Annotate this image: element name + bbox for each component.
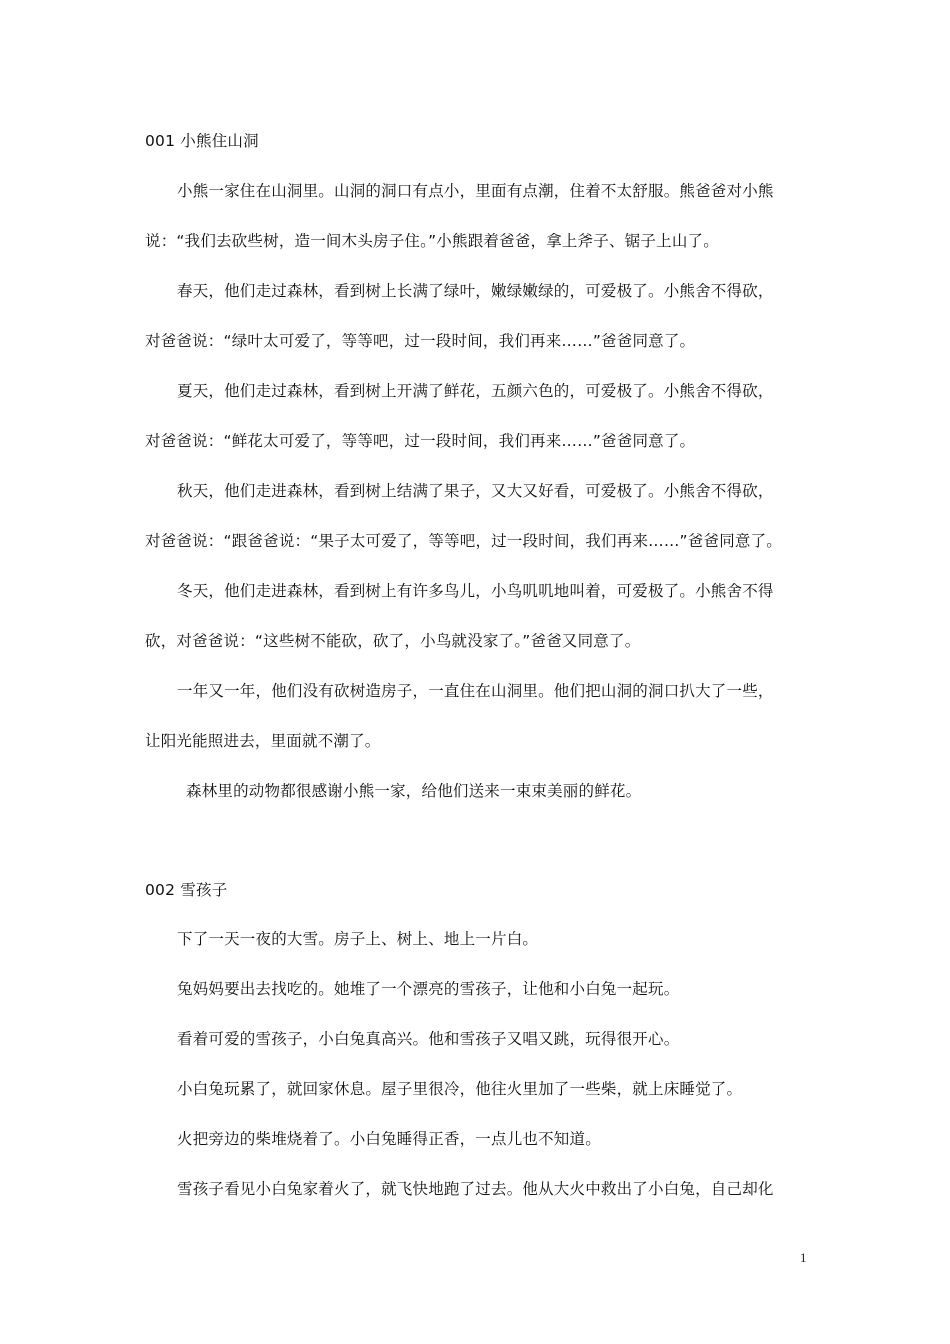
paragraph-line: 说：“我们去砍些树，造一间木头房子住。”小熊跟着爸爸，拿上斧子、锯子上山了。 xyxy=(145,232,719,250)
story-title-001: 001 小熊住山洞 xyxy=(145,132,259,150)
paragraph-line: 夏天，他们走过森林，看到树上开满了鲜花，五颜六色的，可爱极了。小熊舍不得砍， xyxy=(177,382,774,400)
paragraph-line: 看着可爱的雪孩子，小白兔真高兴。他和雪孩子又唱又跳，玩得很开心。 xyxy=(177,1030,680,1048)
paragraph-line: 让阳光能照进去，里面就不潮了。 xyxy=(145,732,381,750)
paragraph-line: 对爸爸说：“绿叶太可爱了，等等吧，过一段时间，我们再来……”爸爸同意了。 xyxy=(145,332,696,350)
story-title-002: 002 雪孩子 xyxy=(145,881,228,899)
page-number: 1 xyxy=(800,1250,807,1265)
paragraph-line: 下了一天一夜的大雪。房子上、树上、地上一片白。 xyxy=(177,930,539,948)
paragraph-line: 森林里的动物都很感谢小熊一家，给他们送来一束束美丽的鲜花。 xyxy=(186,782,642,800)
paragraph-line: 对爸爸说：“鲜花太可爱了，等等吧，过一段时间，我们再来……”爸爸同意了。 xyxy=(145,432,696,450)
paragraph-line: 春天，他们走过森林，看到树上长满了绿叶，嫩绿嫩绿的，可爱极了。小熊舍不得砍， xyxy=(177,282,774,300)
paragraph-line: 火把旁边的柴堆烧着了。小白兔睡得正香，一点儿也不知道。 xyxy=(177,1130,601,1148)
paragraph-line: 对爸爸说：“跟爸爸说：“果子太可爱了，等等吧，过一段时间，我们再来……”爸爸同意了。 xyxy=(145,532,782,550)
paragraph-line: 雪孩子看见小白兔家着火了，就飞快地跑了过去。他从大火中救出了小白兔，自己却化 xyxy=(177,1180,774,1198)
paragraph-line: 秋天，他们走进森林，看到树上结满了果子，又大又好看，可爱极了。小熊舍不得砍， xyxy=(177,482,774,500)
paragraph-line: 兔妈妈要出去找吃的。她堆了一个漂亮的雪孩子，让他和小白兔一起玩。 xyxy=(177,980,680,998)
paragraph-line: 小白兔玩累了，就回家休息。屋子里很冷，他往火里加了一些柴，就上床睡觉了。 xyxy=(177,1080,743,1098)
paragraph-line: 冬天，他们走进森林，看到树上有许多鸟儿，小鸟叽叽地叫着，可爱极了。小熊舍不得 xyxy=(177,582,774,600)
paragraph-line: 砍，对爸爸说：“这些树不能砍，砍了，小鸟就没家了。”爸爸又同意了。 xyxy=(145,632,641,650)
paragraph-line: 小熊一家住在山洞里。山洞的洞口有点小，里面有点潮，住着不太舒服。熊爸爸对小熊 xyxy=(177,182,774,200)
paragraph-line: 一年又一年，他们没有砍树造房子，一直住在山洞里。他们把山洞的洞口扒大了一些， xyxy=(177,682,774,700)
